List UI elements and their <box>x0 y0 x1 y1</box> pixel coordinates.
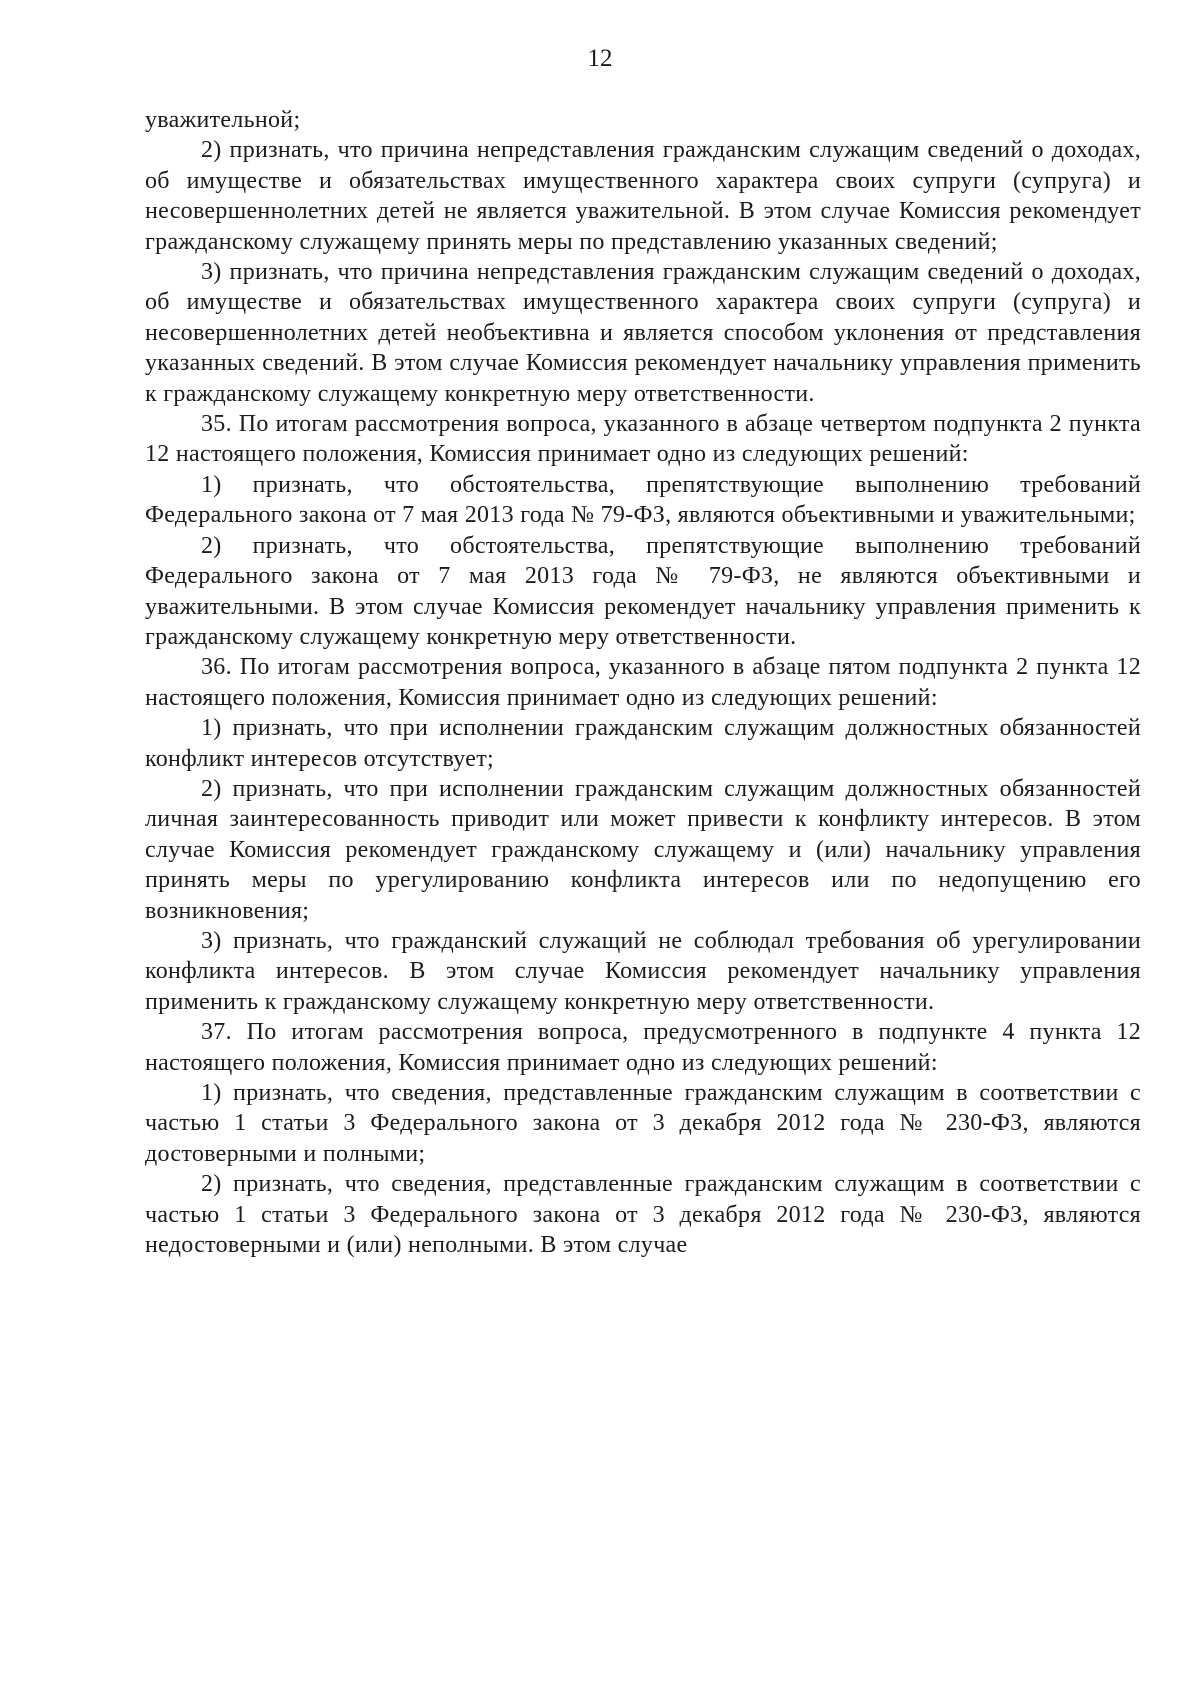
paragraph-clause-37-item-1: 1) признать, что сведения, представленные гражданским служащим в соответствии с частью 1 статьи 3 Федерального закона от 3 декабря 2012 года № 230-ФЗ, являются достоверными и полными; <box>145 1080 1141 1167</box>
paragraph-clause-35: 35. По итогам рассмотрения вопроса, указанного в абзаце четвертом подпункта 2 пункта 12 настоящего положения, Комиссия принимает одно из следующих решений: <box>145 411 1141 468</box>
paragraph-item-2: 2) признать, что причина непредставления гражданским служащим сведений о доходах, об имуществе и обязательствах имущественного характера своих супруги (супруга) и несовершеннолетних детей не является уважительной. В этом случае Комиссия рекомендует гражданскому служащему принять меры по представлению указанных сведений; <box>145 137 1141 255</box>
paragraph-item-3: 3) признать, что причина непредставления гражданским служащим сведений о доходах, об имуществе и обязательствах имущественного характера своих супруги (супруга) и несовершеннолетних детей необъективна и является способом уклонения от представления указанных сведений. В этом случае Комиссия рекомендует начальнику управления применить к гражданскому служащему конкретную меру ответственности. <box>145 259 1141 407</box>
paragraph-clause-35-item-2: 2) признать, что обстоятельства, препятствующие выполнению требований Федерального закона от 7 мая 2013 года № 79-ФЗ, не являются объективными и уважительными. В этом случае Комиссия рекомендует начальнику управления применить к гражданскому служащему конкретную меру ответственности. <box>145 532 1141 650</box>
paragraph-clause-36-item-3: 3) признать, что гражданский служащий не соблюдал требования об урегулировании конфликта интересов. В этом случае Комиссия рекомендует начальнику управления применить к гражданскому служащему конкретную меру ответственности. <box>145 927 1141 1015</box>
page-number: 12 <box>587 45 613 72</box>
paragraph-clause-36-item-1: 1) признать, что при исполнении гражданским служащим должностных обязанностей конфликт интересов отсутствует; <box>145 715 1141 772</box>
paragraph-clause-36-item-2: 2) признать, что при исполнении гражданским служащим должностных обязанностей личная заинтересованность приводит или может привести к конфликту интересов. В этом случае Комиссия рекомендует гражданскому служащему и (или) начальнику управления принять меры по урегулированию конфликта интересов или по недопущению его возникновения; <box>145 775 1141 924</box>
paragraph-clause-37: 37. По итогам рассмотрения вопроса, предусмотренного в подпункте 4 пункта 12 настоящего положения, Комиссия принимает одно из следующих решений: <box>145 1019 1141 1076</box>
paragraph-continuation: уважительной; <box>145 107 301 133</box>
paragraph-clause-36: 36. По итогам рассмотрения вопроса, указанного в абзаце пятом подпункта 2 пункта 12 настоящего положения, Комиссия принимает одно из следующих решений: <box>145 654 1141 711</box>
paragraph-clause-37-item-2: 2) признать, что сведения, представленные гражданским служащим в соответствии с частью 1 статьи 3 Федерального закона от 3 декабря 2012 года № 230-ФЗ, являются недостоверными и (или) неполными. В этом случае <box>145 1171 1141 1259</box>
paragraph-clause-35-item-1: 1) признать, что обстоятельства, препятствующие выполнению требований Федерального закона от 7 мая 2013 года № 79-ФЗ, являются объективными и уважительными; <box>145 471 1141 529</box>
document-body <box>145 105 1141 1260</box>
